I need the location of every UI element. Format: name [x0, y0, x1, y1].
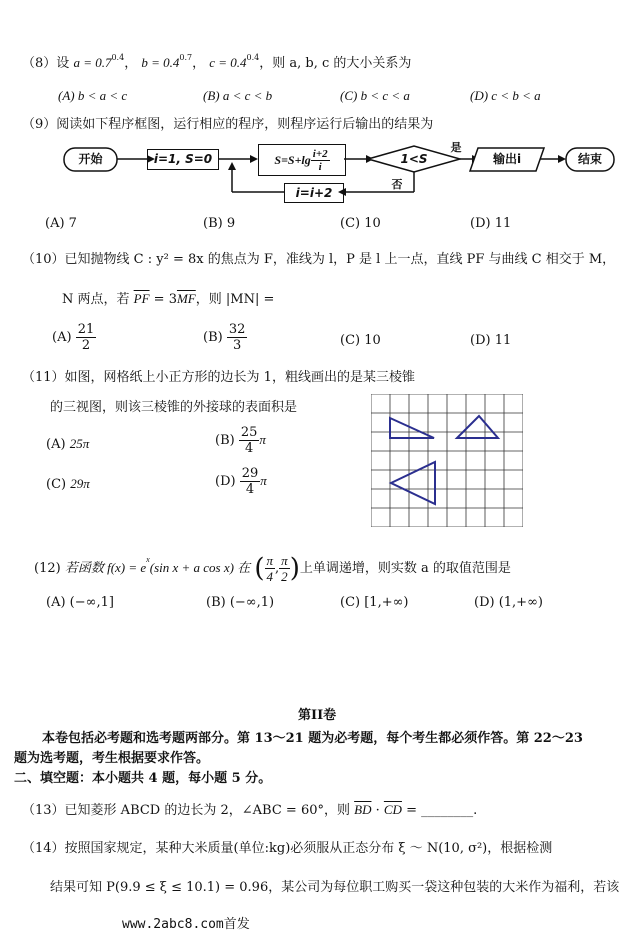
side-view-triangle	[457, 416, 498, 438]
flow-update: S=S+lg $\frac{i+2}{i}$	[258, 144, 346, 176]
q12-paren-right: )	[289, 553, 300, 584]
q10-option-c: (C) 10	[340, 333, 381, 348]
q10-option-b: (B) $\frac{32}{3}$	[203, 322, 246, 353]
q14-stem-line2: 结果可知 P(9.9 ≤ ξ ≤ 10.1) = 0.96，某公司为每位职工购买一袋这种包装的大米作为福利，若该	[50, 880, 620, 895]
q9-option-a: (A) 7	[45, 216, 77, 231]
q8-option-c: (C) b < c < a	[340, 88, 410, 103]
q9-option-d: (D) 11	[470, 216, 512, 231]
q9-option-c: (C) 10	[340, 216, 381, 231]
flow-yes-label: 是	[450, 141, 462, 154]
section-heading: 二、填空题：本小题共 4 题，每小题 5 分。	[14, 771, 272, 786]
footer-watermark: www.2abc8.com首发	[122, 917, 250, 932]
q10-option-d: (D) 11	[470, 333, 512, 348]
q12-option-c: (C) [1,+∞)	[340, 595, 409, 610]
q11-option-c: (C) 29π	[46, 476, 90, 492]
q11-option-a: (A) 25π	[46, 436, 90, 452]
q11-stem-line1: （11）如图，网格纸上小正方形的边长为 1，粗线画出的是某三棱锥	[22, 370, 415, 385]
q12-option-b: (B) (−∞,1)	[206, 595, 275, 610]
q11-option-d: (D) $\frac{29}{4}$ π	[215, 466, 267, 497]
flow-condition: 1<S	[400, 152, 428, 166]
q13-stem: （13）已知菱形 ABCD 的边长为 2，∠ABC = 60°，则 $\overline{BD} \cdot \overline{CD}$ = ________.	[22, 802, 478, 818]
q12-option-d: (D) (1,+∞)	[474, 595, 543, 610]
flow-init: i=1, S=0	[147, 149, 219, 170]
q12-option-a: (A) (−∞,1]	[46, 595, 114, 610]
q9-option-b: (B) 9	[203, 216, 236, 231]
q10-stem-line1: （10）已知抛物线 C : y² = 8x 的焦点为 F，准线为 l，P 是 l 上一点，直线 PF 与曲线 C 相交于 M，	[22, 252, 616, 267]
q9-flowchart	[0, 0, 623, 240]
q8-option-a: (A) b < a < c	[58, 88, 128, 103]
q8-stem: （8）设 $a = 0.7^{0.4}$， $b = 0.4^{0.7}$， $c = 0.4^{0.4}$，则 a, b, c 的大小关系为	[22, 53, 412, 71]
flow-increment: i=i+2	[284, 183, 344, 203]
flow-end: 结束	[577, 152, 602, 166]
q11-option-b: (B) $\frac{25}{4}$ π	[215, 425, 266, 456]
flow-no-label: 否	[391, 178, 403, 191]
flow-output: 输出i	[492, 152, 522, 166]
front-view-triangle	[390, 418, 434, 438]
q8-option-d: (D) c < b < a	[470, 88, 541, 103]
part2-intro-line2: 题为选考题，考生根据要求作答。	[14, 751, 210, 766]
q11-three-view-grid	[371, 394, 523, 527]
q9-stem: （9）阅读如下程序框图，运行相应的程序，则程序运行后输出的结果为	[22, 117, 434, 132]
q10-stem-line2: N 两点，若 $\overline{PF} = 3\overline{MF}$，则 |MN| =	[62, 291, 275, 307]
q12-stem: (12) 若函数 $f(x) = e^x(\sin$ x + a cos x) 在 ( $\frac{\pi}{4}$ , $\frac{\pi}{2}$ )上单调递增，则实数 a 的取值范围是	[34, 553, 511, 584]
q10-option-a: (A) $\frac{21}{2}$	[52, 322, 95, 353]
flow-start: 开始	[78, 152, 103, 166]
part2-intro-line1: 本卷包括必考题和选考题两部分。第 13～21 题为必考题，每个考生都必须作答。第 22～23	[42, 731, 583, 746]
q8-option-b: (B) a < c < b	[203, 88, 273, 103]
q11-stem-line2: 的三视图，则该三棱锥的外接球的表面积是	[50, 400, 298, 415]
part2-title: 第II卷	[298, 708, 337, 723]
q12-paren-left: (	[254, 553, 265, 584]
q14-stem-line1: （14）按照国家规定，某种大米质量(单位:kg)必须服从正态分布 ξ ～ N(10, σ²)，根据检测	[22, 841, 553, 856]
